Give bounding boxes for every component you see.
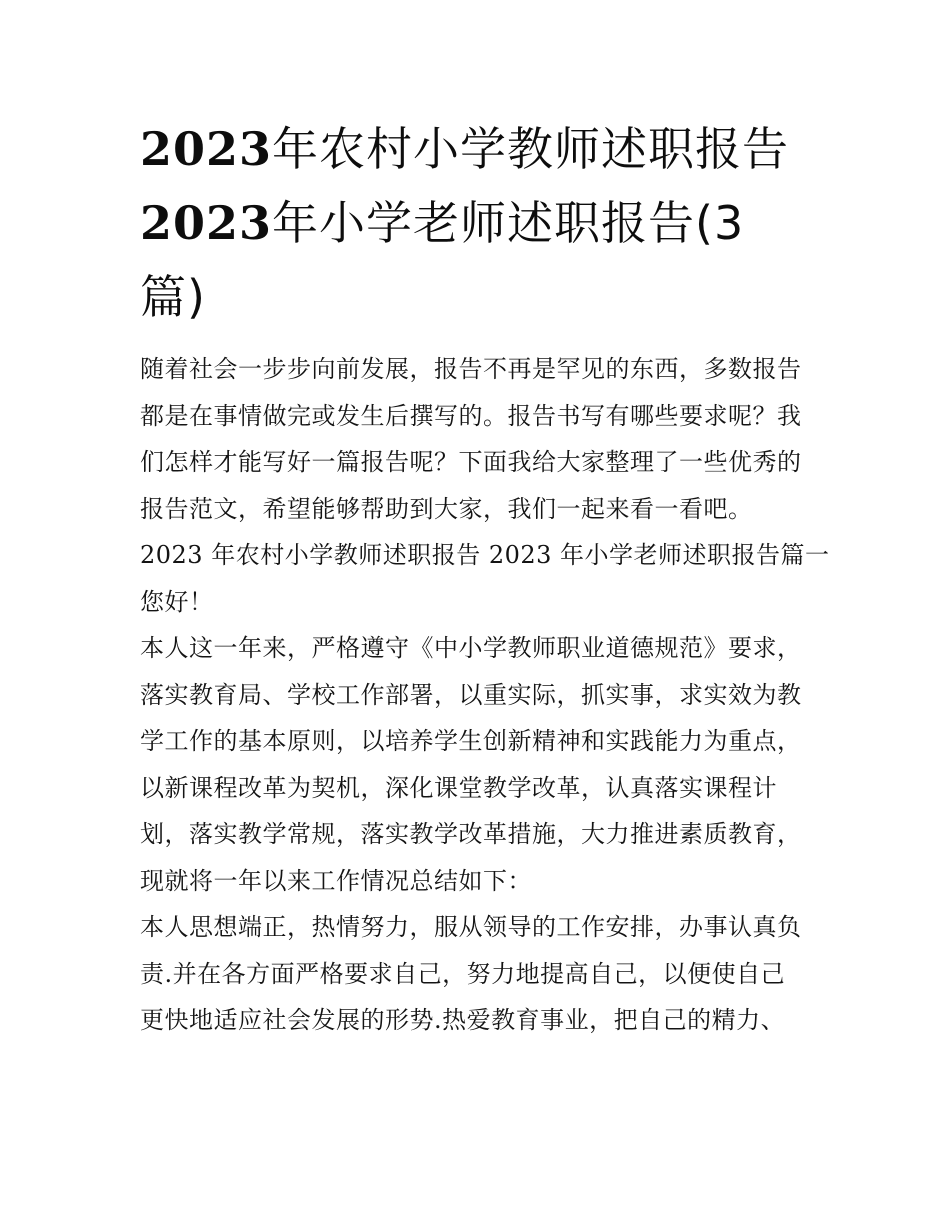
title-year: 2023 [140,196,273,250]
greeting-paragraph [140,579,812,626]
title-line [140,112,812,186]
text-line: 学工作的基本原则，以培养学生创新精神和实践能力为重点， [140,727,802,755]
title-line [140,186,812,260]
title-text: 年小学老师述职报告(3 [272,196,745,250]
text-line: 以新课程改革为契机，深化课堂教学改革，认真落实课程计 [140,773,777,802]
text-line: 都是在事情做完或发生后撰写的。报告书写有哪些要求呢？我 [140,401,802,430]
body-paragraph [140,904,812,1044]
document-title [140,112,812,334]
title-year: 2023 [140,122,273,176]
body-paragraph [140,625,812,904]
title-text: 年农村小学教师述职报告 [272,122,790,176]
title-text: 篇) [140,270,206,324]
text-line: 更快地适应社会发展的形势.热爱教育事业，把自己的精力、 [140,1006,786,1034]
section-heading [140,532,830,579]
text-line: 现就将一年以来工作情况总结如下： [140,866,532,895]
text-line: 责.并在各方面严格要求自己，努力地提高自己，以便使自己 [140,959,786,988]
text-line: 本人这一年来，严格遵守《中小学教师职业道德规范》要求， [140,634,802,662]
document-body [140,346,830,1044]
text-line: 划，落实教学常规，落实教学改革措施，大力推进素质教育， [140,820,802,848]
title-line [140,260,812,334]
text-line: 报告范文，希望能够帮助到大家，我们一起来看一看吧。 [140,494,753,523]
text-line: 本人思想端正，热情努力，服从领导的工作安排，办事认真负 [140,913,802,941]
intro-paragraph [140,346,812,532]
text-line: 落实教育局、学校工作部署，以重实际，抓实事，求实效为教 [140,680,802,709]
text-line: 2023 年农村小学教师述职报告 2023 年小学老师述职报告篇一 [140,541,830,569]
text-line: 您好！ [140,587,214,616]
text-line: 们怎样才能写好一篇报告呢？下面我给大家整理了一些优秀的 [140,448,802,476]
text-line: 随着社会一步步向前发展，报告不再是罕见的东西，多数报告 [140,355,802,383]
document-content [140,112,830,1044]
